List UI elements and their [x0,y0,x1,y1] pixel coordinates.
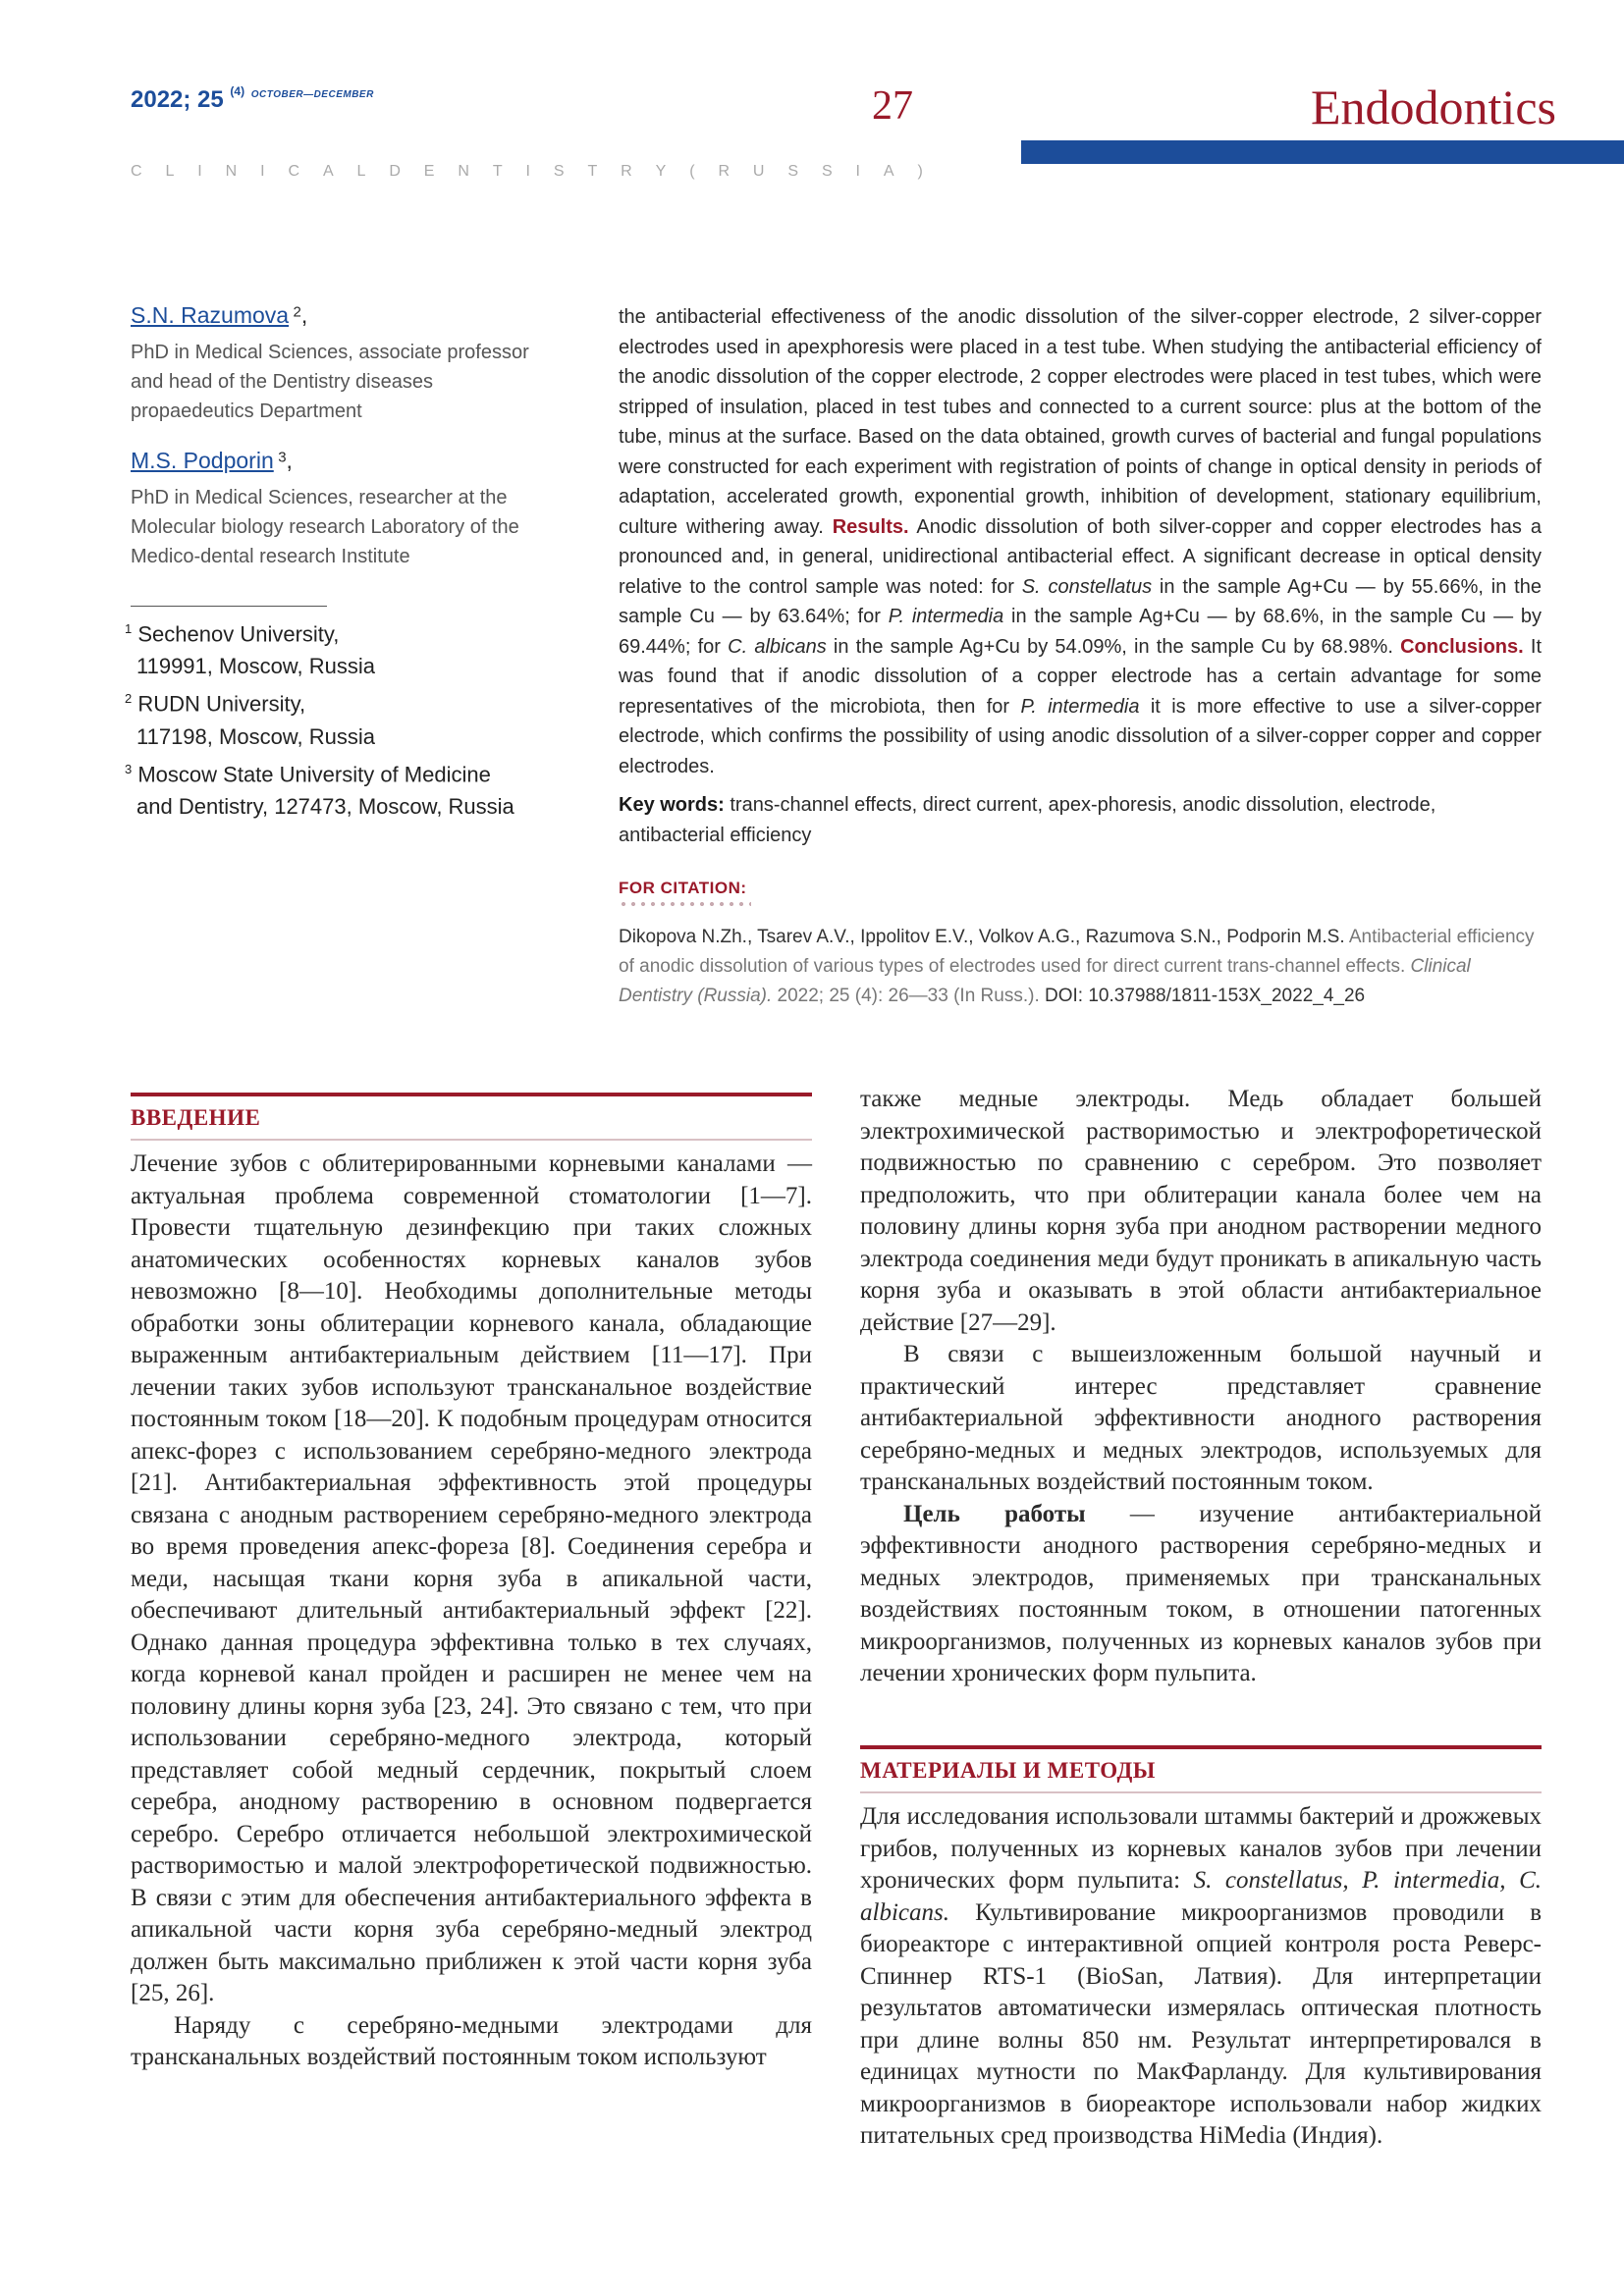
keywords-label: Key words: [619,794,725,816]
journal-letter: ( [689,163,695,180]
brand-bar [1021,140,1624,164]
affiliation-3-line2: and Dentistry, 127473, Moscow, Russia [136,793,514,819]
author-name[interactable]: S.N. Razumova [131,302,290,328]
methods-rule [860,1745,1542,1749]
journal-letter: I [855,163,860,180]
section-title: Endodontics [1311,80,1556,134]
citation-authors: Dikopova N.Zh., Tsarev A.V., Ippolitov E.V., Volkov A.G., Razumova S.N., Podporin M.S. [619,927,1345,947]
citation-doi[interactable]: DOI: 10.37988/1811-153X_2022_4_26 [1045,986,1366,1006]
author-sup: 2 [293,303,301,321]
citation-journal: Clinical Dentistry (Russia). [619,956,1471,1006]
intro-body-left [131,1148,812,2074]
journal-letter: ) [917,163,923,180]
affiliation-2: $^2$ RUDN University, [125,691,306,717]
citation-details: 2022; 25 (4): 26—33 (In Russ.). [777,986,1040,1006]
journal-letter: R [621,163,632,180]
journal-letter: L [165,163,175,180]
intro-body-right [860,1084,1542,1690]
author-sup: 3 [278,449,287,466]
page-number: 27 [872,83,913,129]
keywords [619,790,1542,850]
intro-paragraph-2-continued: также медные электроды. Медь обладает большей электрохимической растворимостью и электрофоретической подвижностью по сравнению с серебром. Это позволяет предположить, что при облитерации канала более чем на половину длины корня зуба при анодном растворении медного электрода соединения меди будут проникать в апикальную часть корня зуба и оказывать в этой области антибактериальное действие [27—29]. [860,1086,1542,1336]
aim-label: Цель работы [903,1500,1086,1527]
journal-letter: R [718,163,730,180]
citation-dots [619,901,751,907]
abstract-text: the antibacterial effectiveness of the anodic dissolution of the silver-copper electrode, 2 silver-copper electrodes used in apexphoresis were placed in a test tube. When studying the antibacterial efficiency of the anodic dissolution of the copper electrode, 2 copper electrodes were placed in test tubes, which were stripped of insulation, placed in test tubes and connected to a current source: plus at the bottom of the tube, minus at the surface. Based on the data obtained, growth curves of bacterial and fungal populations were constructed for each experiment with registration of points of change in optical density in periods of adaptation, accelerated growth, exponential growth, inhibition of development, stationary equilibrium, culture withering away. Results. Anodic dissolution of both silver-copper and copper electrodes has a pronounced and, in general, unidirectional antibacterial effect. A significant decrease in optical density relative to the control sample was noted: for S. constellatus in the sample Ag+Cu — by 55.66%, in the sample Cu — by 63.64%; for P. intermedia in the sample Ag+Cu — by 68.6%, in the sample Cu — by 69.44%; for C. albicans in the sample Ag+Cu by 54.09%, in the sample Cu by 68.98%. Conclusions. It was found that if anodic dissolution of a copper electrode has a certain advantage for some representatives of the microbiota, then for P. intermedia it is more effective to use a silver-copper electrode, which confirms the possibility of using anodic dissolution of a silver-copper copper and copper electrodes. [619,306,1543,777]
affiliations [125,613,557,823]
journal-letter: A [883,163,894,180]
affiliation-3: $^3$ Moscow State University of Medicine [125,761,491,786]
results-label: Results. [832,515,909,538]
intro-paragraph-2: Наряду с серебряно-медными электродами для трансканальных воздействий постоянным током используют [131,2011,812,2070]
journal-letter: S [553,163,565,180]
keywords-list: trans-channel effects, direct current, apex-phoresis, anodic dissolution, electrode, antibacterial efficiency [619,794,1436,846]
journal-letter: I [525,163,530,180]
journal-letter: Y [655,163,667,180]
author-trail: , [286,448,293,473]
journal-letter: T [492,163,503,180]
issue-number: (4) [230,84,245,98]
journal-letter: C [288,163,300,180]
affiliation-1-line2: 119991, Moscow, Russia [136,654,375,679]
methods-rule-bottom [860,1791,1542,1793]
issue-info [131,86,374,114]
author-block-2 [131,448,563,571]
intro-paragraph-1: Лечение зубов с облитерированными корневыми каналами — актуальная проблема современной стоматологии [1—7]. Провести тщательную дезинфекцию при таких сложных анатомических особенностях корневых каналов зубов невозможно [8—10]. Необходимы дополнительные методы обработки зоны облитерации корневого канала, обладающие выраженным антибактериальным действием [11—17]. При лечении таких зубов используют трансканальное воздействие постоянным током [18—20]. К подобным процедурам относится апекс-форез с использованием серебряно-медного электрода [21]. Антибактериальная эффективность этой процедуры связана с анодным растворением серебряно-медного электрода во время проведения апекс-фореза [8]. Соединения серебра и меди, насыщая ткани корня зуба в апикальной части, обеспечивают длительный антибактериальный эффект [22]. Однако данная процедура эффективна только в тех случаях, когда корневой канал пройден и расширен не менее чем на половину длины корня зуба [23, 24]. Это связано с тем, что при использовании серебряно-медного электрода, который представляет собой медный сердечник, покрытый слоем серебра, анодному растворению в основном подвергается серебро. Серебро отличается небольшой электрохимической растворимостью и малой электрофоретической подвижностью. В связи с этим для обеспечения антибактериального эффекта в апикальной части корня зуба серебряно-медный электрод должен быть максимально приближен к этой части корня зуба [25, 26]. [131,1150,812,2006]
author-block-1 [131,302,563,426]
journal-letter: N [225,163,238,180]
journal-letter: U [752,163,765,180]
author-description: PhD in Medical Sciences, researcher at the Molecular biology research Laboratory of the Medico-dental research Institute [131,487,519,567]
citation-title: FOR CITATION: [619,879,747,897]
intro-rule-bottom [131,1139,812,1141]
journal-letter: C [131,163,142,180]
citation-article: Antibacterial efficiency of anodic dissolution of various types of electrodes used for direct current trans-channel effects. [619,927,1535,977]
intro-rule [131,1093,812,1096]
methods-species: S. constellatus, P. intermedia, C. albicans. [860,1867,1542,1926]
affiliation-rule [131,606,327,607]
author-name[interactable]: M.S. Podporin [131,448,274,473]
journal-letter: I [260,163,265,180]
affiliation-1: $^1$ Sechenov University, [125,621,340,647]
methods-title: МАТЕРИАЛЫ И МЕТОДЫ [860,1758,1156,1783]
author-description: PhD in Medical Sciences, associate professor and head of the Dentistry diseases propaedeutics Department [131,342,529,422]
intro-paragraph-3: В связи с вышеизложенным большой научный и практический интерес представляет сравнение антибактериальной эффективности анодного растворения серебряно-медных и медных электродов, используемых для трансканальных воздействий постоянным током. [860,1341,1542,1495]
journal-letter: A [322,163,334,180]
methods-paragraph-1: Для исследования использовали штаммы бактерий и дрожжевых грибов, полученных из корневых каналов зубов при лечении хронических форм пульпита: S. constellatus, P. intermedia, C. albicans. Культивирование микроорганизмов проводили в биореакторе с интерактивной опцией контроля роста Реверс-Спиннер RTS-1 (BioSan, Латвия). Для интерпретации результатов автоматически измерялась оптическая плотность при длине волны 850 нм. Результат интерпретировался в единицах мутности по МакФарланду. Для культивирования микроорганизмов в биореакторе использовали набор жидких питательных сред производства HiMedia (Индия). [860,1803,1543,2149]
journal-letter: N [458,163,469,180]
journal-letter: T [587,163,598,180]
journal-letter: I [197,163,202,180]
conclusions-label: Conclusions. [1400,635,1524,658]
methods-body [860,1801,1542,2153]
issue-year-volume: 2022; 25 [131,86,224,113]
journal-letter: S [787,163,799,180]
intro-title: ВВЕДЕНИЕ [131,1105,261,1130]
issue-months: OCTOBER—DECEMBER [250,89,374,100]
journal-letter: E [423,163,435,180]
author-trail: , [300,302,308,328]
journal-name [131,159,923,185]
aim-paragraph: Цель работы — изучение антибактериальной эффективности анодного растворения серебряно-медных и медных электродов, применяемых при трансканальных воздействиях постоянным током, в отношении патогенных микроорганизмов, полученных из корневых каналов зубов при лечении хронических форм пульпита. [860,1500,1543,1686]
citation [619,923,1542,1011]
journal-letter: L [356,163,366,180]
journal-letter: S [821,163,833,180]
journal-letter: D [389,163,401,180]
affiliation-2-line2: 117198, Moscow, Russia [136,723,375,749]
